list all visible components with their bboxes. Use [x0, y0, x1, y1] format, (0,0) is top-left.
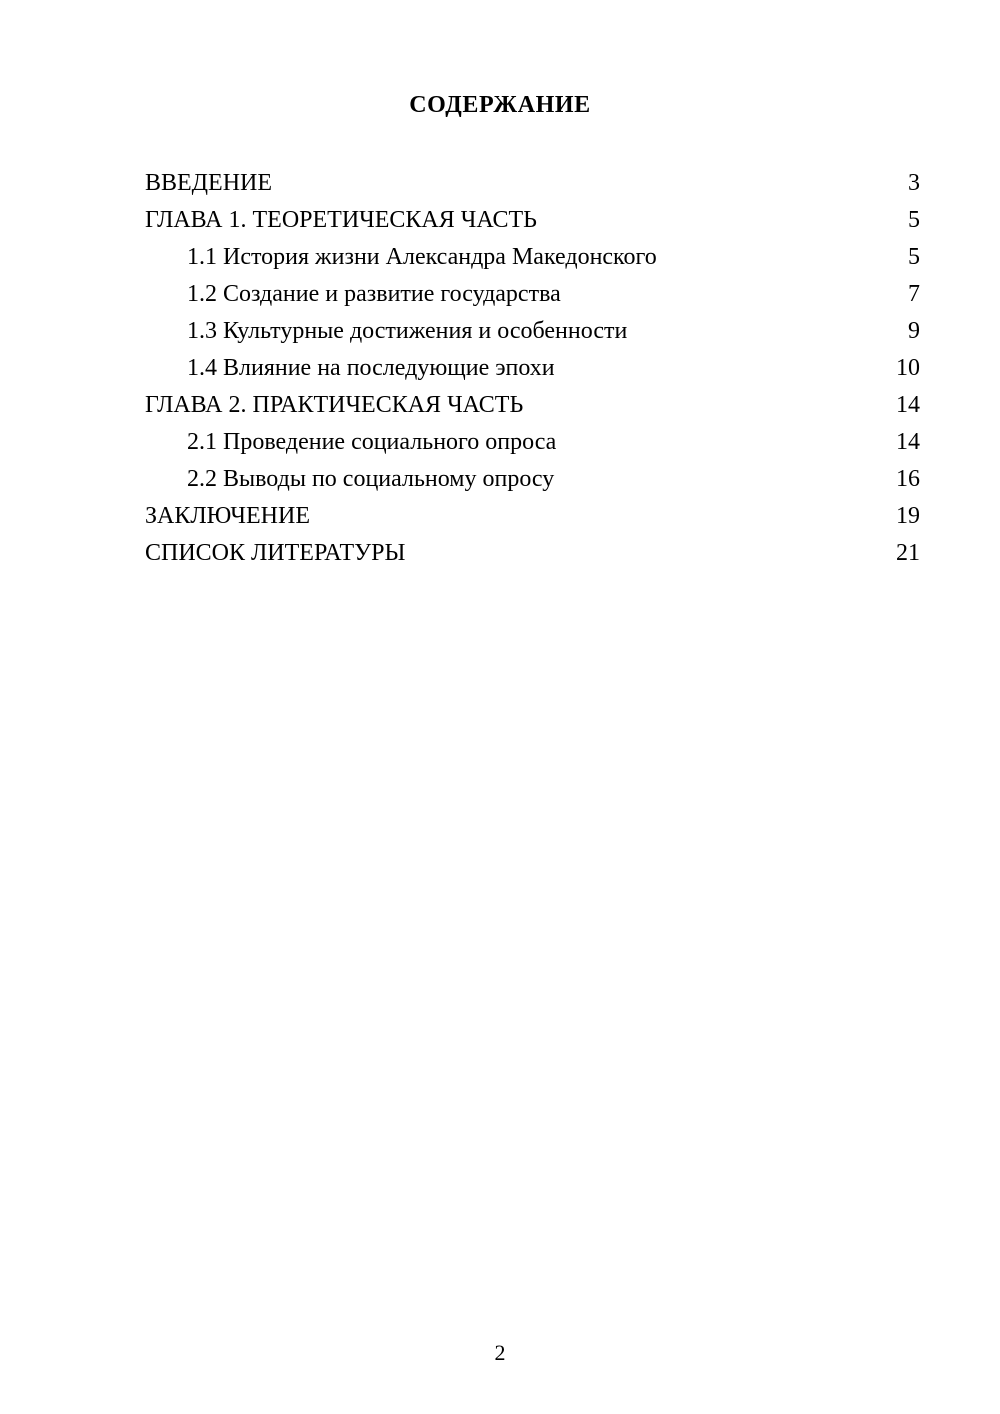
page-number-footer: 2: [494, 1340, 506, 1365]
toc-entry-label: ГЛАВА 1. ТЕОРЕТИЧЕСКАЯ ЧАСТЬ: [145, 207, 537, 233]
table-of-contents: [145, 165, 920, 572]
toc-entry-label: ЗАКЛЮЧЕНИЕ: [145, 503, 310, 529]
toc-entry[interactable]: [145, 350, 920, 387]
toc-entry[interactable]: [145, 202, 920, 239]
toc-entry-page: 5: [908, 244, 920, 270]
toc-entry-page: 9: [908, 318, 920, 344]
toc-entry-page: 3: [908, 170, 920, 196]
toc-entry-label: 2.2 Выводы по социальному опросу: [187, 466, 555, 492]
toc-entry-label: 1.2 Создание и развитие государства: [187, 281, 561, 307]
toc-entry[interactable]: [145, 461, 920, 498]
toc-entry-page: 16: [896, 466, 920, 492]
toc-entry-page: 14: [896, 429, 920, 455]
toc-entry-label: ГЛАВА 2. ПРАКТИЧЕСКАЯ ЧАСТЬ: [145, 392, 524, 418]
toc-entry-page: 19: [896, 503, 920, 529]
toc-entry-label: СПИСОК ЛИТЕРАТУРЫ: [145, 540, 406, 566]
toc-entry-label: 1.3 Культурные достижения и особенности: [187, 318, 628, 344]
toc-entry[interactable]: [145, 498, 920, 535]
toc-entry-label: 1.4 Влияние на последующие эпохи: [187, 355, 555, 381]
page-title: СОДЕРЖАНИЕ: [409, 92, 591, 118]
toc-entry[interactable]: [145, 165, 920, 202]
toc-entry-page: 5: [908, 207, 920, 233]
toc-entry-label: ВВЕДЕНИЕ: [145, 170, 273, 196]
toc-entry-label: 1.1 История жизни Александра Македонского: [187, 244, 657, 270]
toc-entry[interactable]: [145, 313, 920, 350]
toc-entry[interactable]: [145, 239, 920, 276]
toc-entry[interactable]: [145, 424, 920, 461]
toc-entry-page: 14: [896, 392, 920, 418]
toc-entry-page: 7: [908, 281, 920, 307]
toc-entry[interactable]: [145, 387, 920, 424]
toc-entry-page: 10: [896, 355, 920, 381]
toc-entry-label: 2.1 Проведение социального опроса: [187, 429, 557, 455]
toc-entry-page: 21: [896, 540, 920, 566]
toc-entry[interactable]: [145, 535, 920, 572]
toc-entry[interactable]: [145, 276, 920, 313]
